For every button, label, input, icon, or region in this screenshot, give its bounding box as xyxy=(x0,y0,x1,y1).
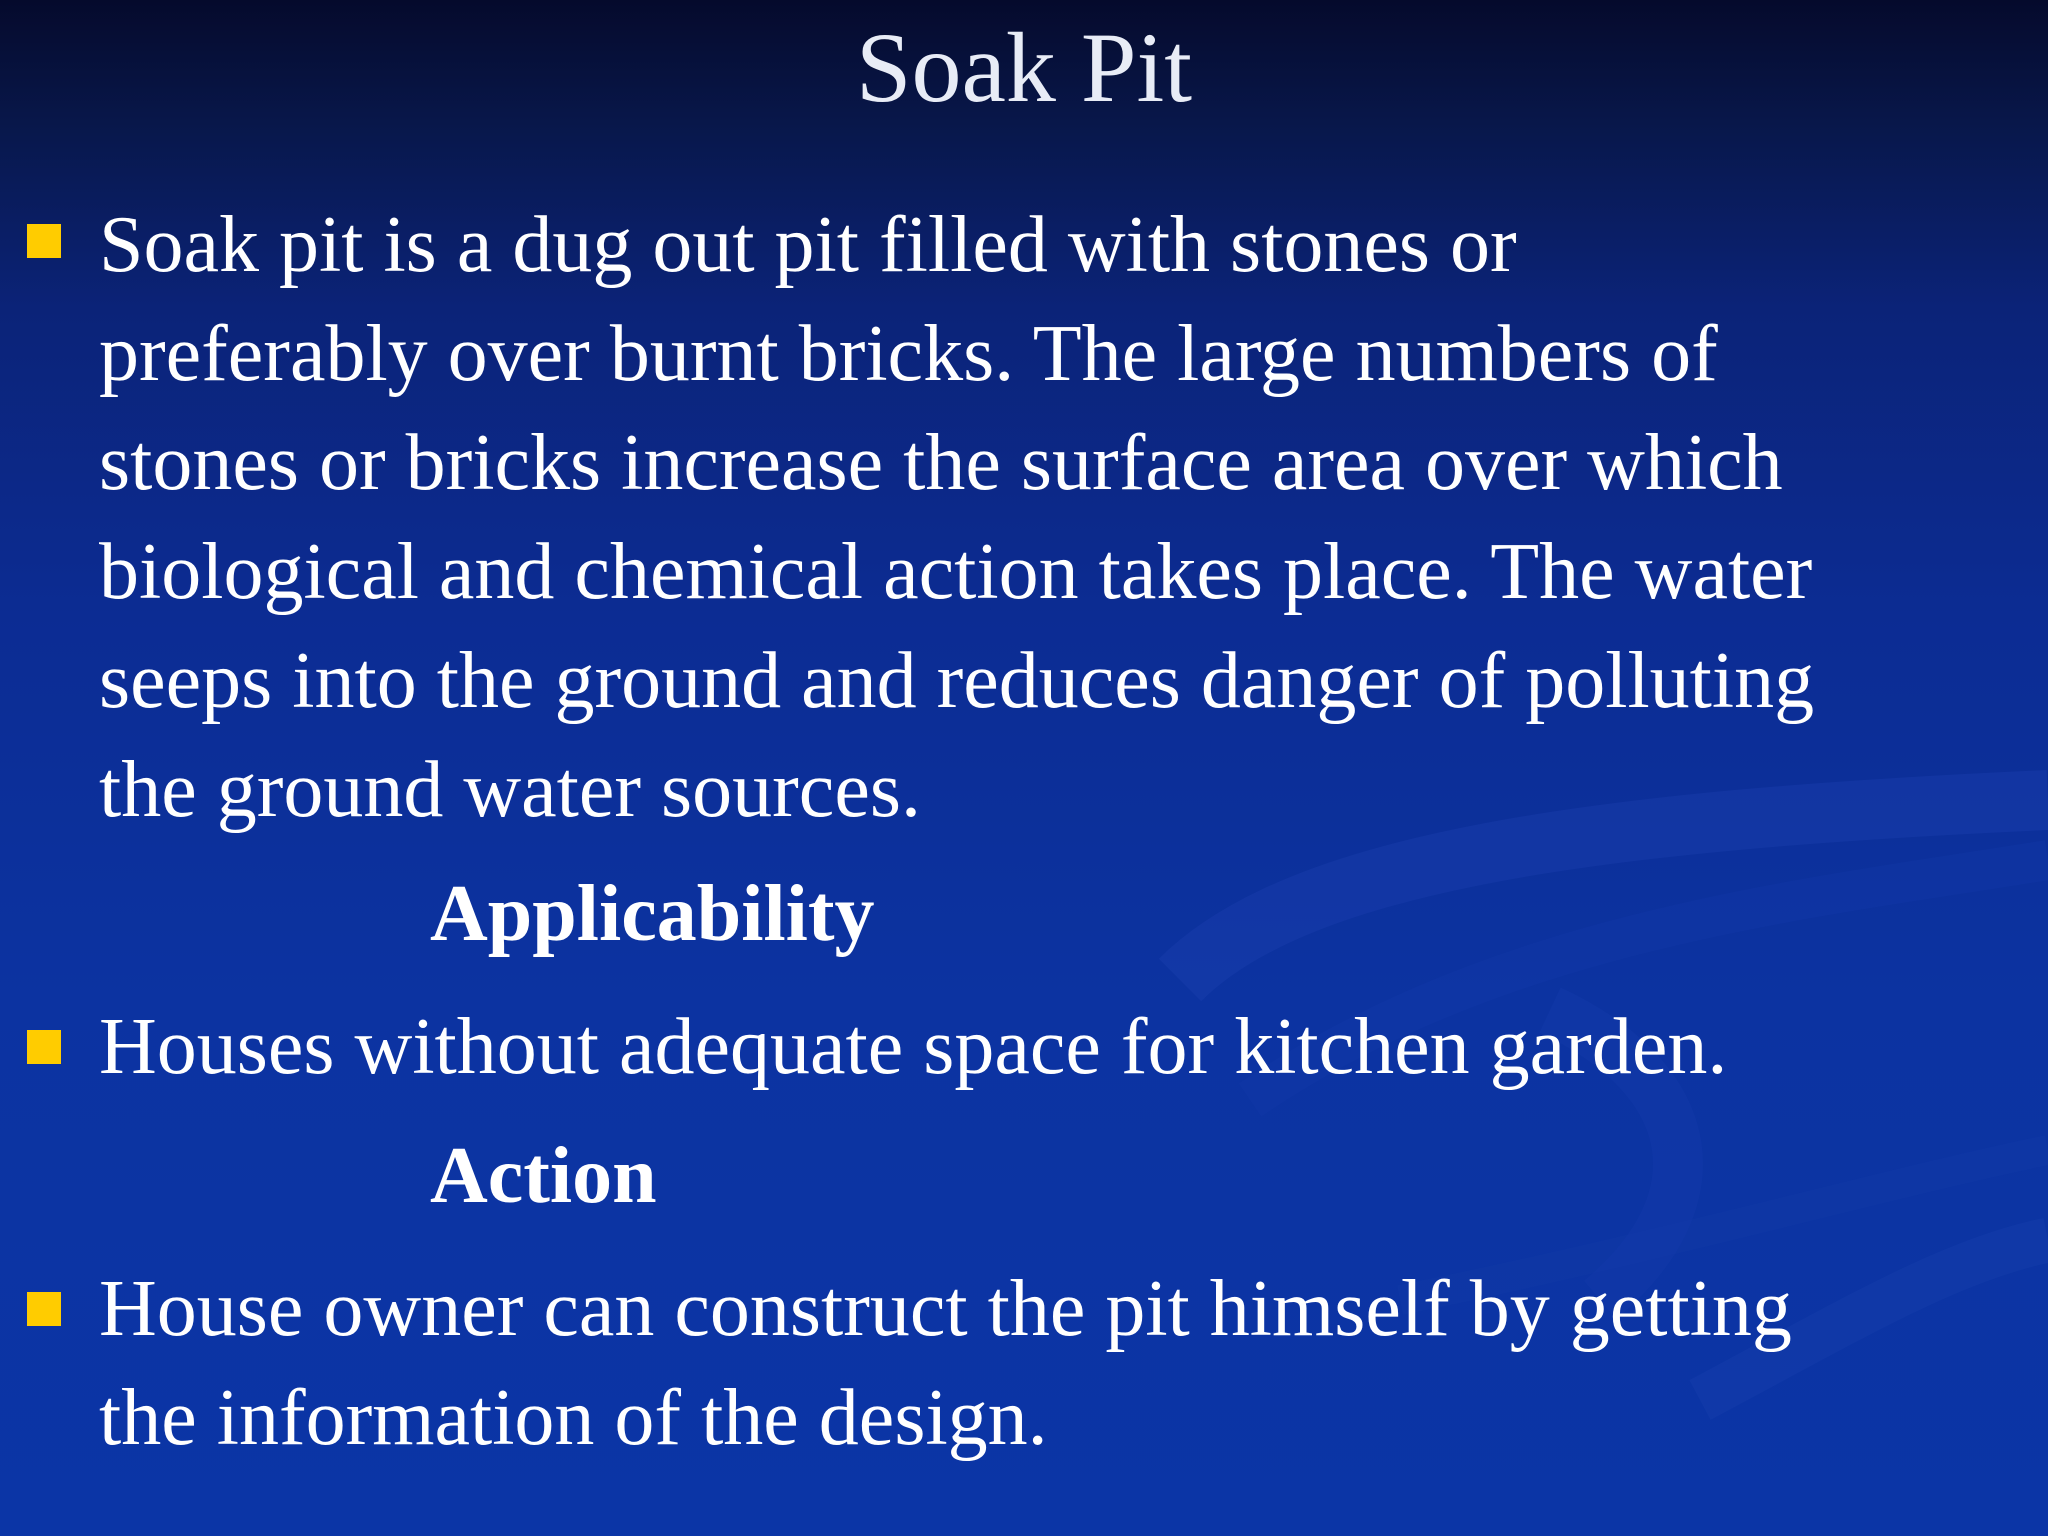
square-bullet-icon xyxy=(27,1030,61,1064)
definition-line: seeps into the ground and reduces danger of polluting xyxy=(99,637,1815,725)
definition-line: biological and chemical action takes place. The water xyxy=(99,528,1813,616)
bullet-text-definition xyxy=(99,191,2029,845)
applicability-heading: Applicability xyxy=(430,870,875,958)
definition-line: preferably over burnt bricks. The large numbers of xyxy=(99,310,1718,398)
definition-line: Soak pit is a dug out pit filled with stones or xyxy=(99,201,1517,289)
action-heading: Action xyxy=(430,1132,657,1220)
bullet-text-applicability: Houses without adequate space for kitchen garden. xyxy=(99,1003,1728,1091)
definition-line: the ground water sources. xyxy=(99,746,921,834)
square-bullet-icon xyxy=(27,224,61,258)
bullet-text-action xyxy=(99,1255,2029,1473)
action-line: House owner can construct the pit himself by getting xyxy=(99,1265,1792,1353)
definition-line: stones or bricks increase the surface area over which xyxy=(99,419,1783,507)
action-line: the information of the design. xyxy=(99,1374,1048,1462)
square-bullet-icon xyxy=(27,1292,61,1326)
slide-title: Soak Pit xyxy=(855,12,1193,123)
